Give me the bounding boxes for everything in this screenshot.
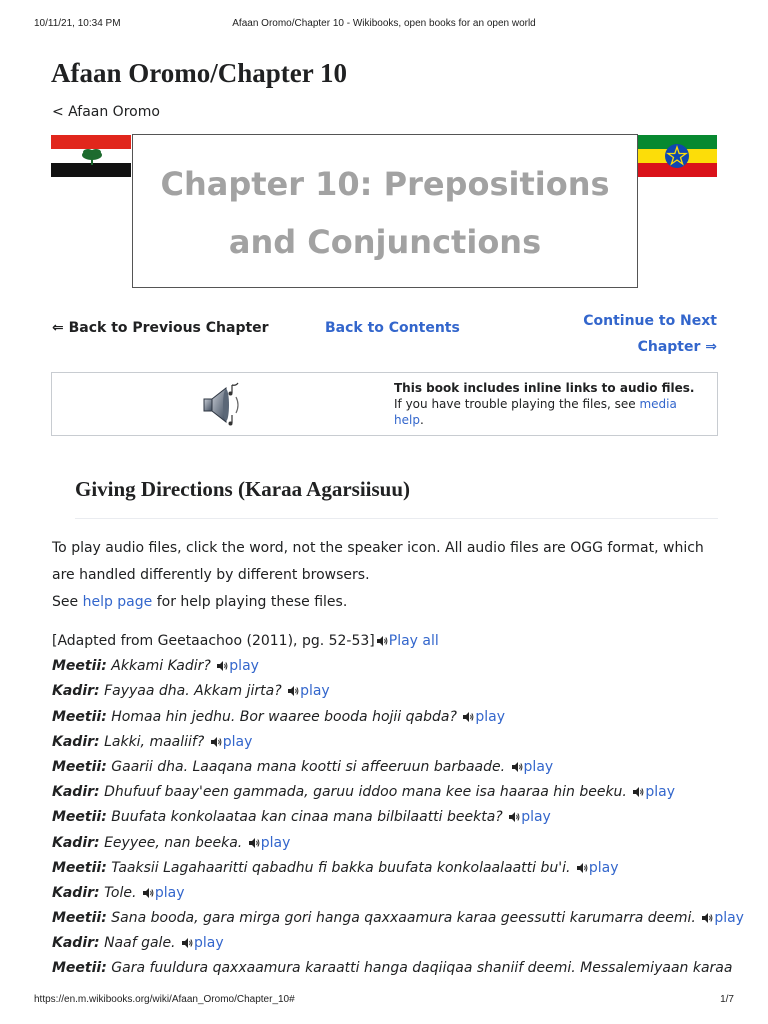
speaker-music-icon [196,379,246,429]
play-audio-link[interactable]: play [588,859,619,876]
dialog-line [52,906,742,931]
print-page-title: Afaan Oromo/Chapter 10 - Wikibooks, open books for an open world [232,18,536,29]
dialog-utterance: Sana booda, gara mirga gori hanga qaxxaamura karaa geessutti karumarra deemi. [111,910,696,927]
dialog-utterance: Dhufuuf baay'een gammada, garuu iddoo mana kee isa haaraa hin beeku. [104,784,627,801]
speaker-icon [577,863,588,873]
audio-notice-bold: This book includes inline links to audio files. [394,381,695,395]
speaker-icon [288,686,299,696]
play-audio-link[interactable]: play [521,809,551,826]
print-url: https://en.m.wikibooks.org/wiki/Afaan_Oromo/Chapter_10# [34,994,295,1005]
speaker-icon [211,737,222,747]
dialog-line [52,956,742,981]
dialog-block [52,629,742,982]
section-divider [75,518,718,519]
dialog-utterance: Lakki, maaliif? [104,733,205,750]
dialog-speaker: Meetii: [52,809,107,826]
dialog-line [52,805,742,830]
intro-line-2-rest: for help playing these files. [152,594,348,610]
dialog-speaker: Kadir: [52,683,100,700]
print-datetime: 10/11/21, 10:34 PM [34,18,121,29]
dialog-source: [Adapted from Geetaachoo (2011), pg. 52-53] [52,633,375,649]
chapter-title: Chapter 10: Prepositions and Conjunctions [160,165,610,261]
play-audio-link[interactable]: play [260,834,291,851]
play-all-link[interactable]: Play all [388,633,439,649]
dialog-speaker: Kadir: [52,733,100,750]
dialog-speaker: Kadir: [52,834,100,851]
dialog-utterance: Taaksii Lagahaaritti qabadhu fi bakka buufata konkolaalaatti bu'i. [111,859,571,876]
dialog-line [52,755,742,780]
intro-see: See [52,594,83,610]
dialog-line [52,780,742,805]
dialog-speaker: Meetii: [52,910,107,927]
page-title: Afaan Oromo/Chapter 10 [51,58,347,88]
dialog-speaker: Kadir: [52,784,100,801]
media-help-link[interactable]: media help [394,397,677,427]
dialog-line [52,931,742,956]
play-audio-link[interactable]: play [714,910,744,927]
contents-link[interactable]: Back to Contents [325,320,460,336]
dialog-utterance: Gaarii dha. Laaqana mana kootti si affeeruun barbaade. [111,758,506,775]
audio-notice-end: . [419,413,424,427]
dialog-line [52,881,742,906]
speaker-icon [702,913,713,923]
section-heading: Giving Directions (Karaa Agarsiisuu) [75,477,411,501]
dialog-speaker: Kadir: [52,935,100,952]
dialog-utterance: Akkami Kadir? [111,658,211,675]
dialog-speaker: Meetii: [52,708,107,725]
play-audio-link[interactable]: play [475,708,505,725]
dialog-speaker: Meetii: [52,758,107,775]
dialog-utterance: Buufata konkolaataa kan cinaa mana bilbilaatti beekta? [111,809,503,826]
dialog-line [52,831,742,856]
dialog-utterance: Tole. [104,884,137,901]
parent-book-link[interactable]: < Afaan Oromo [52,104,160,120]
dialog-speaker: Meetii: [52,960,107,977]
speaker-icon [512,762,523,772]
dialog-speaker: Kadir: [52,884,100,901]
speaker-icon [633,787,644,797]
dialog-utterance: Gara fuuldura qaxxaamura karaatti hanga daqiiqaa shaniif deemi. Messalemiyaan karaa [111,960,733,977]
play-audio-link[interactable]: play [193,935,224,952]
audio-notice-box [51,372,718,436]
intro-line-1: To play audio files, click the word, not the speaker icon. All audio files are OGG format, which are handled differently by different browsers. [52,540,704,583]
dialog-line [52,730,742,755]
dialog-speaker: Meetii: [52,859,107,876]
intro-line-2 [52,589,722,616]
dialog-utterance: Naaf gale. [104,935,176,952]
dialog-line [52,679,742,704]
dialog-line [52,856,742,881]
dialog-line [52,705,742,730]
dialog-utterance: Homaa hin jedhu. Bor waaree booda hojii qabda? [111,708,457,725]
audio-notice-body: If you have trouble playing the files, see [394,397,640,411]
speaker-icon [182,938,193,948]
dialog-utterance: Fayyaa dha. Akkam jirta? [104,683,282,700]
previous-chapter-link[interactable]: ⇐ Back to Previous Chapter [52,320,269,336]
dialog-source-line [52,629,742,654]
next-chapter-link[interactable]: Continue to Next Chapter ⇒ [583,313,717,355]
play-audio-link[interactable]: play [229,658,259,675]
play-audio-link[interactable]: play [645,784,675,801]
dialog-speaker: Meetii: [52,658,107,675]
play-audio-link[interactable]: play [523,758,554,775]
speaker-icon [463,712,474,722]
dialog-utterance: Eeyyee, nan beeka. [104,834,243,851]
help-page-link[interactable]: help page [82,594,153,610]
play-audio-link[interactable]: play [154,884,185,901]
speaker-icon [217,661,228,671]
speaker-icon [143,888,154,898]
chapter-banner [132,134,638,288]
audio-notice-text [394,380,704,428]
speaker-icon [509,812,520,822]
speaker-icon [377,636,388,646]
play-audio-link[interactable]: play [300,683,330,700]
dialog-line [52,654,742,679]
print-page-number: 1/7 [720,994,734,1005]
play-audio-link[interactable]: play [222,733,253,750]
speaker-icon [249,838,260,848]
ethiopia-flag-icon [637,135,717,177]
oromo-flag-icon [51,135,131,177]
intro-paragraph [52,535,722,616]
